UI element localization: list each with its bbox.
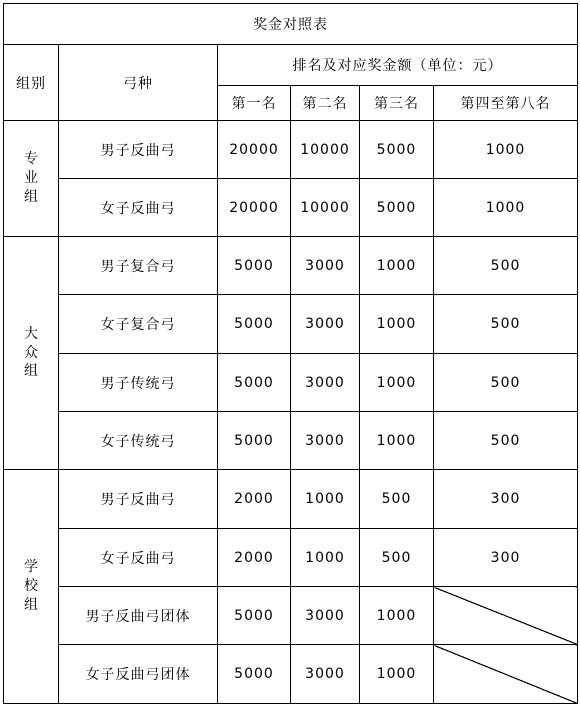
- prize-cell: 5000: [218, 354, 291, 412]
- prize-cell: 5000: [360, 179, 434, 237]
- prize-cell: 3000: [291, 412, 360, 470]
- prize-cell: 1000: [291, 470, 360, 529]
- table-row: [4, 470, 578, 529]
- bow-cell: 男子反曲弓: [59, 470, 218, 529]
- group-label: 大众组: [24, 325, 39, 380]
- prize-cell: 5000: [218, 295, 291, 354]
- prize-cell: 300: [434, 470, 578, 529]
- prize-cell: 1000: [434, 179, 578, 237]
- prize-cell: 2000: [218, 470, 291, 529]
- bow-cell: 女子反曲弓: [59, 179, 218, 237]
- prize-cell: 1000: [291, 529, 360, 587]
- table-row: [4, 645, 578, 704]
- header-ranking: 排名及对应奖金额（单位：元）: [218, 45, 578, 86]
- bow-cell: 男子传统弓: [59, 354, 218, 412]
- prize-cell: 20000: [218, 179, 291, 237]
- header-bow: 弓种: [59, 45, 218, 121]
- prize-cell: 20000: [218, 121, 291, 179]
- prize-cell: 1000: [360, 412, 434, 470]
- bow-cell: 男子反曲弓团体: [59, 587, 218, 645]
- group-cell: [4, 121, 59, 237]
- prize-cell: 3000: [291, 237, 360, 295]
- prize-cell: 5000: [360, 121, 434, 179]
- prize-cell: 2000: [218, 529, 291, 587]
- header-place-3: 第三名: [360, 86, 434, 121]
- table-row: [4, 412, 578, 470]
- header-place-2: 第二名: [291, 86, 360, 121]
- group-label: 专业组: [24, 151, 39, 205]
- prize-cell: 1000: [360, 295, 434, 354]
- table-row: [4, 354, 578, 412]
- prize-cell: 10000: [291, 179, 360, 237]
- prize-cell: 3000: [291, 587, 360, 645]
- table-row: [4, 295, 578, 354]
- prize-cell: 3000: [291, 645, 360, 704]
- empty-diagonal-cell: [434, 587, 578, 645]
- empty-diagonal-cell: [434, 645, 578, 704]
- prize-cell: 1000: [360, 587, 434, 645]
- prize-cell: 500: [434, 412, 578, 470]
- table-row: [4, 587, 578, 645]
- header-place-4-8: 第四至第八名: [434, 86, 578, 121]
- prize-cell: 1000: [360, 645, 434, 704]
- group-cell: [4, 237, 59, 470]
- prize-cell: 500: [360, 529, 434, 587]
- bow-cell: 女子传统弓: [59, 412, 218, 470]
- header-row-1: [4, 45, 578, 86]
- prize-cell: 1000: [434, 121, 578, 179]
- prize-cell: 3000: [291, 295, 360, 354]
- prize-cell: 5000: [218, 237, 291, 295]
- prize-cell: 300: [434, 529, 578, 587]
- header-group: 组别: [4, 45, 59, 121]
- prize-cell: 5000: [218, 587, 291, 645]
- bow-cell: 女子复合弓: [59, 295, 218, 354]
- prize-cell: 500: [434, 354, 578, 412]
- prize-cell: 500: [434, 237, 578, 295]
- prize-cell: 3000: [291, 354, 360, 412]
- prize-cell: 500: [360, 470, 434, 529]
- group-cell: [4, 470, 59, 704]
- group-label: 学校组: [24, 559, 39, 613]
- bow-cell: 女子反曲弓团体: [59, 645, 218, 704]
- prize-cell: 1000: [360, 354, 434, 412]
- bow-cell: 男子反曲弓: [59, 121, 218, 179]
- prize-cell: 1000: [360, 237, 434, 295]
- bow-cell: 女子反曲弓: [59, 529, 218, 587]
- table-row: [4, 121, 578, 179]
- prize-cell: 5000: [218, 645, 291, 704]
- table-title: 奖金对照表: [4, 4, 578, 45]
- bow-cell: 男子复合弓: [59, 237, 218, 295]
- table-row: [4, 179, 578, 237]
- prize-cell: 5000: [218, 412, 291, 470]
- title-row: [4, 4, 578, 45]
- table-row: [4, 529, 578, 587]
- prize-cell: 500: [434, 295, 578, 354]
- header-place-1: 第一名: [218, 86, 291, 121]
- prize-table: [3, 3, 578, 704]
- prize-cell: 10000: [291, 121, 360, 179]
- table-row: [4, 237, 578, 295]
